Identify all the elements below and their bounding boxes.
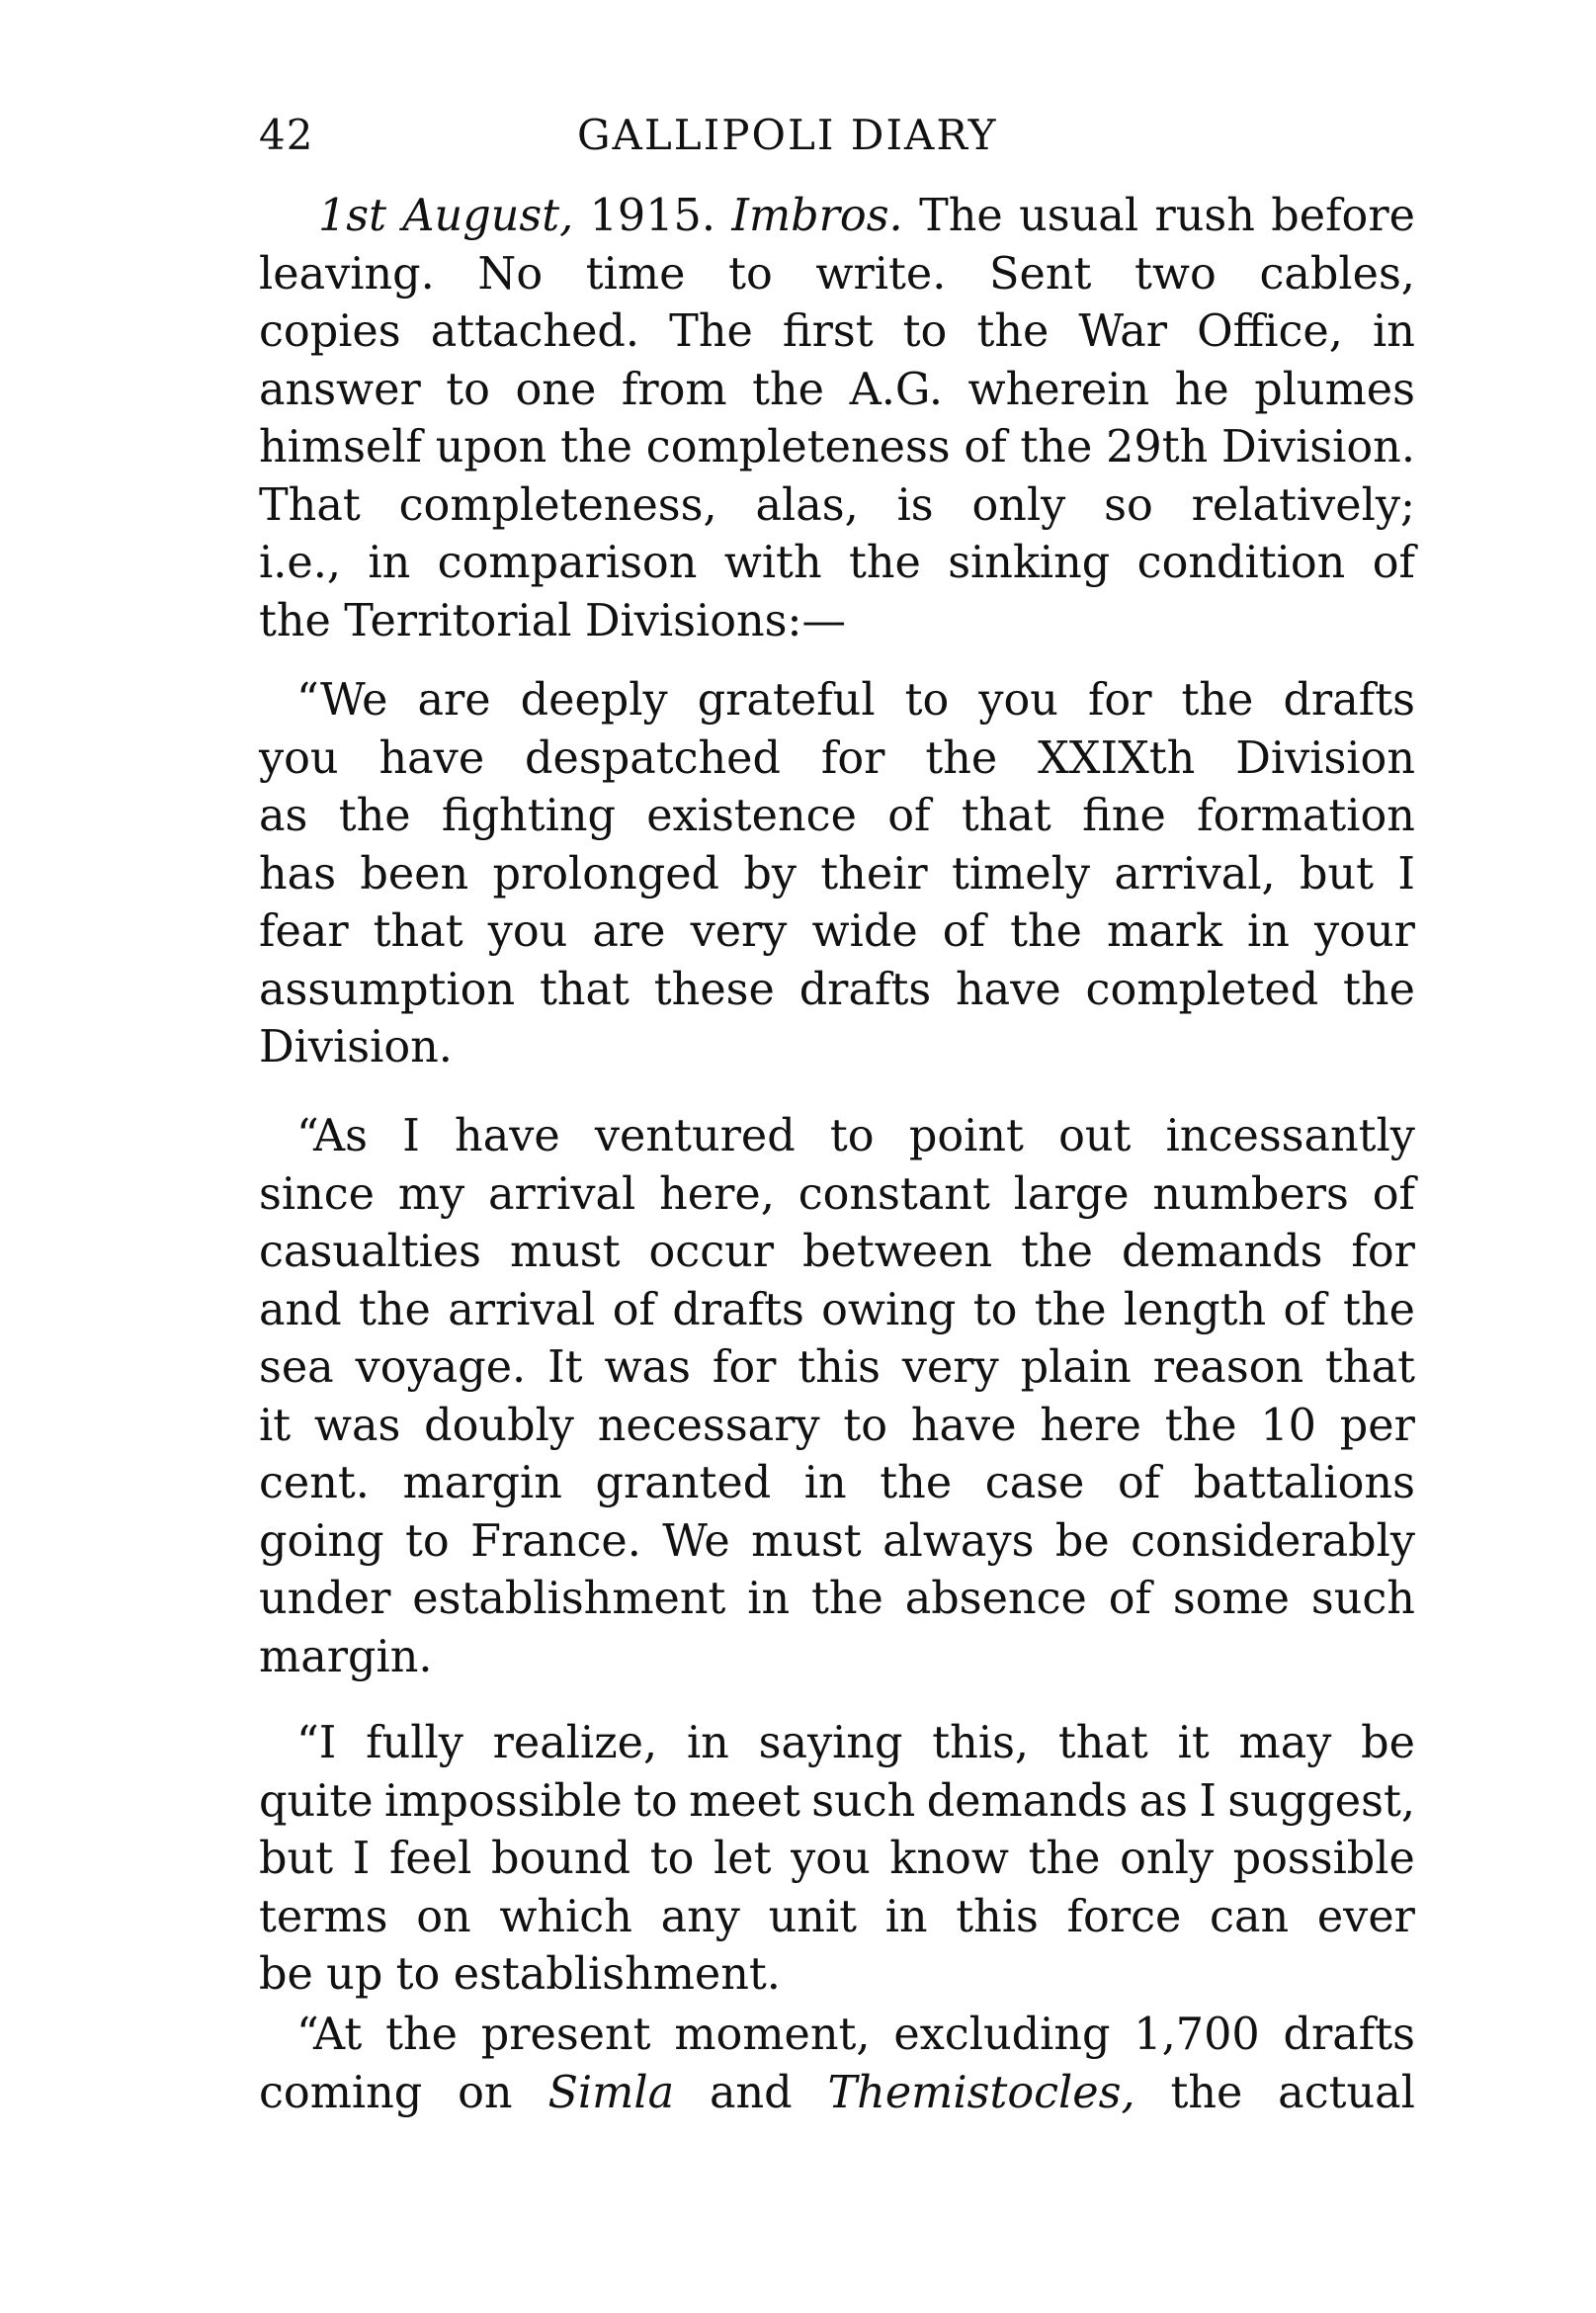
word: of [887,791,931,841]
word: impossible [383,1775,623,1827]
word: absence [904,1574,1087,1624]
word: the [385,2010,458,2060]
word: that [373,906,463,957]
word: fear [259,906,349,957]
word: and [259,1284,342,1335]
text-line [259,1715,1415,1773]
word: length [1123,1284,1267,1335]
word: this, [932,1718,1030,1768]
word: unit [768,1891,858,1942]
text-line [259,903,1415,962]
word: and [709,2067,793,2118]
word: casualties [259,1227,481,1277]
word: the [259,595,331,646]
word: usual [1019,191,1139,241]
word: here, [659,1168,775,1220]
word: 29th [1106,422,1209,472]
word: since [259,1168,375,1220]
word: with [723,538,822,588]
word: to [904,675,950,726]
word: the [752,364,825,415]
word: of [612,1284,655,1335]
text-line [259,1224,1415,1282]
word: answer [259,364,421,415]
word: incessantly [1165,1111,1415,1161]
word: the [1181,675,1254,726]
word: i.e., [259,538,342,588]
text-line [259,1571,1415,1629]
word: Divisions:— [584,595,846,646]
word: have [378,732,485,784]
text-line [259,419,1415,477]
word: fully [366,1718,463,1768]
text-line [259,2065,1415,2123]
word: so [1104,479,1153,531]
word: as [259,791,308,841]
word: possible [1232,1834,1415,1884]
word: margin. [259,1631,433,1682]
word: saying [758,1718,903,1768]
word: copies [259,306,401,357]
word: ventured [594,1111,796,1161]
word: The [669,306,753,357]
word: be [259,1949,313,2000]
word: The [919,191,1003,241]
word: plumes [1254,364,1415,415]
word: cent. [259,1458,370,1508]
word: have [956,964,1061,1015]
word: present [480,2010,651,2060]
word: drafts [672,1284,804,1335]
word: mark [1107,906,1222,957]
word: numbers [1152,1168,1349,1220]
word: “As [296,1111,368,1161]
word: coming [259,2067,423,2118]
word: “I [296,1718,337,1768]
word: condition [1136,538,1346,588]
word: August, [402,191,574,241]
word: terms [259,1891,388,1942]
word: was [313,1400,401,1451]
word: must [751,1515,862,1567]
word: grateful [697,675,876,726]
word: that [1325,1342,1415,1393]
word: the [338,791,411,841]
word: fighting [441,791,616,841]
word: It [547,1342,583,1393]
word: have [455,1111,560,1161]
word: force [1066,1891,1182,1942]
word: drafts [798,964,932,1015]
word: the [1034,1284,1107,1335]
word: is [896,479,934,531]
word: prolonged [492,848,720,900]
word: 1st [318,191,387,241]
word: 10 [1260,1400,1316,1451]
word: that [961,791,1051,841]
word: alas, [755,479,859,531]
word: may [1238,1718,1332,1768]
word: to [395,1949,441,2000]
word: are [417,675,491,726]
word: it [259,1400,292,1451]
paragraph-3-quote [259,1108,1415,1686]
word: actual [1278,2067,1415,2118]
word: ever [1316,1891,1415,1942]
word: between [802,1227,993,1277]
word: attached. [430,306,640,357]
word: the [1020,422,1093,472]
word: I [352,1834,371,1884]
word: their [820,848,928,900]
word: relatively; [1191,479,1415,531]
word: demands [1121,1227,1323,1277]
word: War [1078,306,1168,357]
word: are [592,906,666,957]
word: moment, [674,2010,871,2060]
text-line [259,1513,1415,1572]
word: as [1138,1775,1188,1827]
word: completeness, [398,479,717,531]
word: the [1170,2067,1243,2118]
word: to [446,364,490,415]
paragraph-2-quote [259,672,1415,1077]
word: for [1087,675,1152,726]
running-title: GALLIPOLI DIARY [577,111,998,159]
word: to [649,1834,695,1884]
word: Simla [547,2067,675,2118]
word: write. [815,248,947,300]
word: reason [1152,1342,1304,1393]
text-line [259,593,1415,651]
word: the [1010,906,1082,957]
word: the [359,1284,431,1335]
word: the [1028,1834,1101,1884]
word: large [1013,1168,1130,1220]
word: in [747,1574,791,1624]
word: upon [435,422,547,472]
word: occur [648,1227,775,1277]
word: very [690,906,788,957]
word: I [1199,1775,1217,1827]
word: France. [470,1515,641,1567]
word: arrival [488,1168,636,1220]
word: of [1117,1458,1161,1508]
word: cables, [1259,248,1415,300]
word: only [1120,1834,1214,1884]
word: case [984,1458,1085,1508]
word: Sent [989,248,1092,300]
page-number: 42 [259,111,314,159]
word: always [882,1515,1035,1567]
word: Imbros. [731,191,903,241]
word: here [1040,1400,1141,1451]
word: “We [296,675,388,726]
word: feel [388,1834,472,1884]
word: the [1343,1284,1415,1335]
word: before [1271,191,1415,241]
word: these [653,964,775,1015]
word: two [1134,248,1217,300]
word: was [604,1342,691,1393]
word: has [259,848,337,900]
paragraph-5-quote [259,2007,1415,2122]
word: for [820,732,885,784]
text-line [259,246,1415,304]
word: to [405,1515,450,1567]
text-line [259,846,1415,904]
word: first [782,306,874,357]
text-line [259,1946,1415,2005]
word: that [539,964,630,1015]
word: meet [689,1775,800,1827]
word: going [259,1515,384,1567]
text-line [259,1019,1415,1077]
word: granted [595,1458,772,1508]
text-line [259,1773,1415,1832]
word: constant [798,1168,990,1220]
word: I [402,1111,420,1161]
word: of [1372,1168,1415,1220]
word: one [515,364,597,415]
word: you [978,675,1058,726]
word: the [880,1458,953,1508]
word: Territorial [344,595,572,646]
word: your [1314,906,1415,957]
text-line [259,1282,1415,1340]
word: quite [259,1775,374,1827]
word: let [714,1834,772,1884]
word: he [1174,364,1229,415]
word: in [368,538,411,588]
word: to [633,1775,678,1827]
word: necessary [597,1400,820,1451]
word: of [942,906,985,957]
word: bound [490,1834,631,1884]
word: Division [1235,732,1415,784]
word: in [686,1718,729,1768]
word: but [1300,848,1375,900]
word: been [360,848,469,900]
word: the [560,422,632,472]
word: under [259,1574,391,1624]
word: 1,700 [1134,2010,1260,2060]
text-line [259,1831,1415,1889]
word: such [1310,1574,1415,1624]
text-line [259,788,1415,846]
word: arrival [448,1284,596,1335]
word: despatched [525,732,782,784]
word: I [1397,848,1415,900]
word: of [1372,538,1415,588]
word: No [477,248,544,300]
word: per [1339,1400,1415,1451]
word: that [1057,1718,1148,1768]
word: you [259,732,339,784]
word: “At [296,2010,363,2060]
word: to [728,248,773,300]
word: of [964,422,1007,472]
word: the [1021,1227,1093,1277]
word: in [1247,906,1290,957]
word: demands [926,1775,1129,1827]
word: battalions [1193,1458,1415,1508]
word: you [487,906,568,957]
word: of [1108,1574,1151,1624]
text-line [259,535,1415,593]
text-line [259,1108,1415,1166]
word: but [259,1834,334,1884]
word: be [1054,1515,1110,1567]
word: for [712,1342,777,1393]
word: margin [402,1458,562,1508]
word: realize, [492,1718,658,1768]
text-line [259,1889,1415,1947]
word: this [956,1891,1039,1942]
word: the [976,306,1050,357]
word: know [889,1834,1009,1884]
word: formation [1197,791,1415,841]
word: in [1372,306,1415,357]
word: 1915. [589,191,716,241]
word: it [1177,1718,1210,1768]
word: rush [1154,191,1255,241]
word: you [791,1834,871,1884]
text-line [259,730,1415,789]
word: excluding [893,2010,1111,2060]
word: to [829,1111,875,1161]
word: on [416,1891,471,1942]
word: sea [259,1342,334,1393]
word: We [662,1515,730,1567]
word: the [1343,964,1415,1015]
word: owing [821,1284,957,1335]
word: plain [1020,1342,1132,1393]
word: can [1210,1891,1290,1942]
text-line [259,303,1415,362]
word: XXIXth [1038,732,1196,784]
text-line [259,2007,1415,2065]
word: A.G. [849,364,943,415]
word: Themistocles, [827,2067,1135,2118]
paragraph-1 [259,188,1415,650]
word: That [259,479,361,531]
word: time [585,248,686,300]
text-line [259,672,1415,730]
word: very [901,1342,999,1393]
word: in [884,1891,928,1942]
word: voyage. [355,1342,527,1393]
word: drafts [1283,675,1415,726]
text-line [259,1455,1415,1513]
word: Division. [1221,422,1415,472]
text-line [259,477,1415,536]
word: to [902,306,948,357]
word: deeply [520,675,668,726]
word: on [458,2067,513,2118]
word: for [1351,1227,1415,1277]
word: the [811,1574,883,1624]
word: drafts [1283,2010,1415,2060]
text-line [259,188,1415,246]
word: in [803,1458,847,1508]
word: this [798,1342,881,1393]
page-header [259,111,1415,170]
word: timely [952,848,1091,900]
word: establishment [412,1574,726,1624]
word: suggest, [1227,1775,1415,1827]
word: my [397,1168,465,1220]
word: sinking [948,538,1111,588]
word: completed [1085,964,1319,1015]
word: himself [259,422,422,472]
text-line [259,962,1415,1020]
word: point [908,1111,1024,1161]
word: by [743,848,797,900]
word: to [843,1400,888,1451]
word: establishment. [453,1949,781,2000]
word: from [621,364,727,415]
word: Division. [259,1022,453,1072]
word: up [326,1949,383,2000]
word: fine [1082,791,1166,841]
word: arrival, [1114,848,1276,900]
text-line [259,1629,1415,1687]
word: which [499,1891,632,1942]
paragraph-4-quote [259,1715,1415,2005]
word: wherein [967,364,1150,415]
word: the [925,732,998,784]
word: assumption [259,964,516,1015]
text-line [259,1166,1415,1225]
word: some [1172,1574,1291,1624]
word: of [1283,1284,1326,1335]
word: existence [646,791,857,841]
word: out [1058,1111,1132,1161]
text-line [259,1398,1415,1456]
word: any [660,1891,740,1942]
text-line [259,362,1415,420]
word: the [848,538,921,588]
word: such [811,1775,916,1827]
word: the [1164,1400,1237,1451]
word: Office, [1197,306,1343,357]
word: considerably [1131,1515,1415,1567]
word: leaving. [259,248,435,300]
word: be [1361,1718,1415,1768]
word: comparison [437,538,698,588]
word: must [509,1227,621,1277]
word: to [972,1284,1018,1335]
word: have [910,1400,1017,1451]
word: only [971,479,1066,531]
text-line [259,1339,1415,1398]
word: completeness [645,422,951,472]
word: doubly [424,1400,574,1451]
word: wide [811,906,918,957]
